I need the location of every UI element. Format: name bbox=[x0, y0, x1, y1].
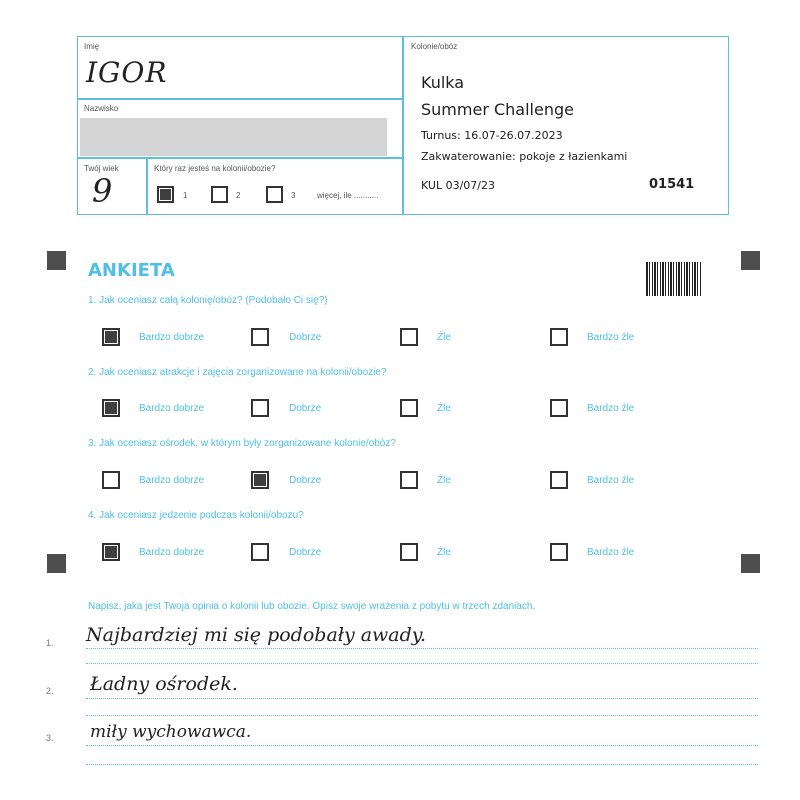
question-2-text: 2. Jak oceniasz atrakcje i zajęcia zorganizowane na kolonii/obozie? bbox=[88, 367, 387, 378]
registration-marker bbox=[741, 554, 760, 573]
opinion-number-2: 2. bbox=[46, 686, 54, 696]
name-row-divider bbox=[77, 98, 403, 100]
age-divider bbox=[146, 157, 148, 215]
q2-checkbox-dobrze[interactable] bbox=[251, 399, 269, 417]
q1-option-bardzo-zle: Bardzo źle bbox=[587, 332, 635, 343]
q1-checkbox-bardzo-zle[interactable] bbox=[550, 328, 568, 346]
q2-checkbox-zle[interactable] bbox=[400, 399, 418, 417]
times-checkbox-3[interactable] bbox=[266, 186, 283, 203]
camp-program: Summer Challenge bbox=[421, 100, 574, 119]
opinion-line bbox=[86, 663, 758, 664]
times-option-more[interactable]: więcej, ile ........... bbox=[317, 191, 379, 200]
registration-marker bbox=[47, 554, 66, 573]
times-label: Który raz jesteś na kolonii/obozie? bbox=[154, 164, 276, 173]
opinion-line-1 bbox=[86, 648, 758, 649]
survey-title: ANKIETA bbox=[88, 260, 175, 281]
q2-option-dobrze: Dobrze bbox=[289, 403, 322, 414]
q1-option-bardzo-dobrze: Bardzo dobrze bbox=[139, 332, 205, 343]
q4-checkbox-bardzo-zle[interactable] bbox=[550, 543, 568, 561]
opinion-line-3 bbox=[86, 745, 758, 746]
q3-option-dobrze: Dobrze bbox=[289, 475, 322, 486]
q1-checkbox-bardzo-dobrze[interactable] bbox=[102, 328, 120, 346]
question-3-text: 3. Jak oceniasz ośrodek, w którym były zorganizowane kolonie/obóz? bbox=[88, 438, 396, 449]
q2-option-bardzo-dobrze: Bardzo dobrze bbox=[139, 403, 205, 414]
q2-option-bardzo-zle: Bardzo źle bbox=[587, 403, 635, 414]
age-value[interactable]: 9 bbox=[92, 172, 113, 210]
q1-checkbox-zle[interactable] bbox=[400, 328, 418, 346]
times-checkbox-1[interactable] bbox=[157, 186, 174, 203]
turnus: Turnus: 16.07-26.07.2023 bbox=[421, 129, 563, 142]
opinion-number-3: 3. bbox=[46, 733, 54, 743]
surname-label: Nazwisko bbox=[84, 104, 119, 113]
q4-option-bardzo-dobrze: Bardzo dobrze bbox=[139, 547, 205, 558]
q3-checkbox-dobrze[interactable] bbox=[251, 471, 269, 489]
q3-checkbox-bardzo-zle[interactable] bbox=[550, 471, 568, 489]
q3-option-zle: Źle bbox=[437, 475, 451, 486]
camp-code: KUL 03/07/23 bbox=[421, 179, 495, 192]
q1-option-zle: Źle bbox=[437, 332, 451, 343]
q4-option-bardzo-zle: Bardzo źle bbox=[587, 547, 635, 558]
opinion-prompt: Napisz, jaka jest Twoja opinia o kolonii lub obozie. Opisz swoje wrażenia z pobytu w trzech zdaniach. bbox=[88, 601, 536, 612]
q1-checkbox-dobrze[interactable] bbox=[251, 328, 269, 346]
camp-label: Kolonie/obóz bbox=[411, 42, 458, 51]
opinion-answer-2[interactable]: Ładny ośrodek. bbox=[90, 673, 238, 695]
question-4-text: 4. Jak oceniasz jedzenie podczas kolonii/obozu? bbox=[88, 510, 304, 521]
opinion-line bbox=[86, 764, 758, 765]
q1-option-dobrze: Dobrze bbox=[289, 332, 322, 343]
registration-marker bbox=[741, 251, 760, 270]
q2-checkbox-bardzo-zle[interactable] bbox=[550, 399, 568, 417]
registration-marker bbox=[47, 251, 66, 270]
q4-checkbox-bardzo-dobrze[interactable] bbox=[102, 543, 120, 561]
q4-checkbox-dobrze[interactable] bbox=[251, 543, 269, 561]
form-number: 01541 bbox=[649, 177, 695, 192]
q3-option-bardzo-zle: Bardzo źle bbox=[587, 475, 635, 486]
q4-option-zle: Źle bbox=[437, 547, 451, 558]
surname-row-divider bbox=[77, 157, 403, 159]
barcode bbox=[646, 262, 702, 296]
opinion-number-1: 1. bbox=[46, 638, 54, 648]
q4-option-dobrze: Dobrze bbox=[289, 547, 322, 558]
q2-checkbox-bardzo-dobrze[interactable] bbox=[102, 399, 120, 417]
times-option-2: 2 bbox=[236, 191, 241, 200]
times-checkbox-2[interactable] bbox=[211, 186, 228, 203]
times-option-1: 1 bbox=[183, 191, 188, 200]
header-divider bbox=[402, 36, 404, 215]
q3-checkbox-zle[interactable] bbox=[400, 471, 418, 489]
times-option-3: 3 bbox=[291, 191, 296, 200]
opinion-line-2 bbox=[86, 698, 758, 699]
q4-checkbox-zle[interactable] bbox=[400, 543, 418, 561]
name-label: Imię bbox=[84, 42, 100, 51]
camp-name: Kulka bbox=[421, 73, 465, 92]
accommodation: Zakwaterowanie: pokoje z łazienkami bbox=[421, 150, 628, 163]
age-label: Twój wiek bbox=[84, 164, 119, 173]
question-1-text: 1. Jak oceniasz całą kolonię/obóz? (Podobało Ci się?) bbox=[88, 295, 328, 306]
opinion-line bbox=[86, 715, 758, 716]
name-value[interactable]: IGOR bbox=[86, 56, 168, 89]
opinion-answer-3[interactable]: miły wychowawca. bbox=[90, 722, 252, 742]
opinion-answer-1[interactable]: Najbardziej mi się podobały awady. bbox=[86, 624, 427, 646]
q2-option-zle: Źle bbox=[437, 403, 451, 414]
q3-checkbox-bardzo-dobrze[interactable] bbox=[102, 471, 120, 489]
q3-option-bardzo-dobrze: Bardzo dobrze bbox=[139, 475, 205, 486]
surname-redacted bbox=[80, 118, 387, 156]
